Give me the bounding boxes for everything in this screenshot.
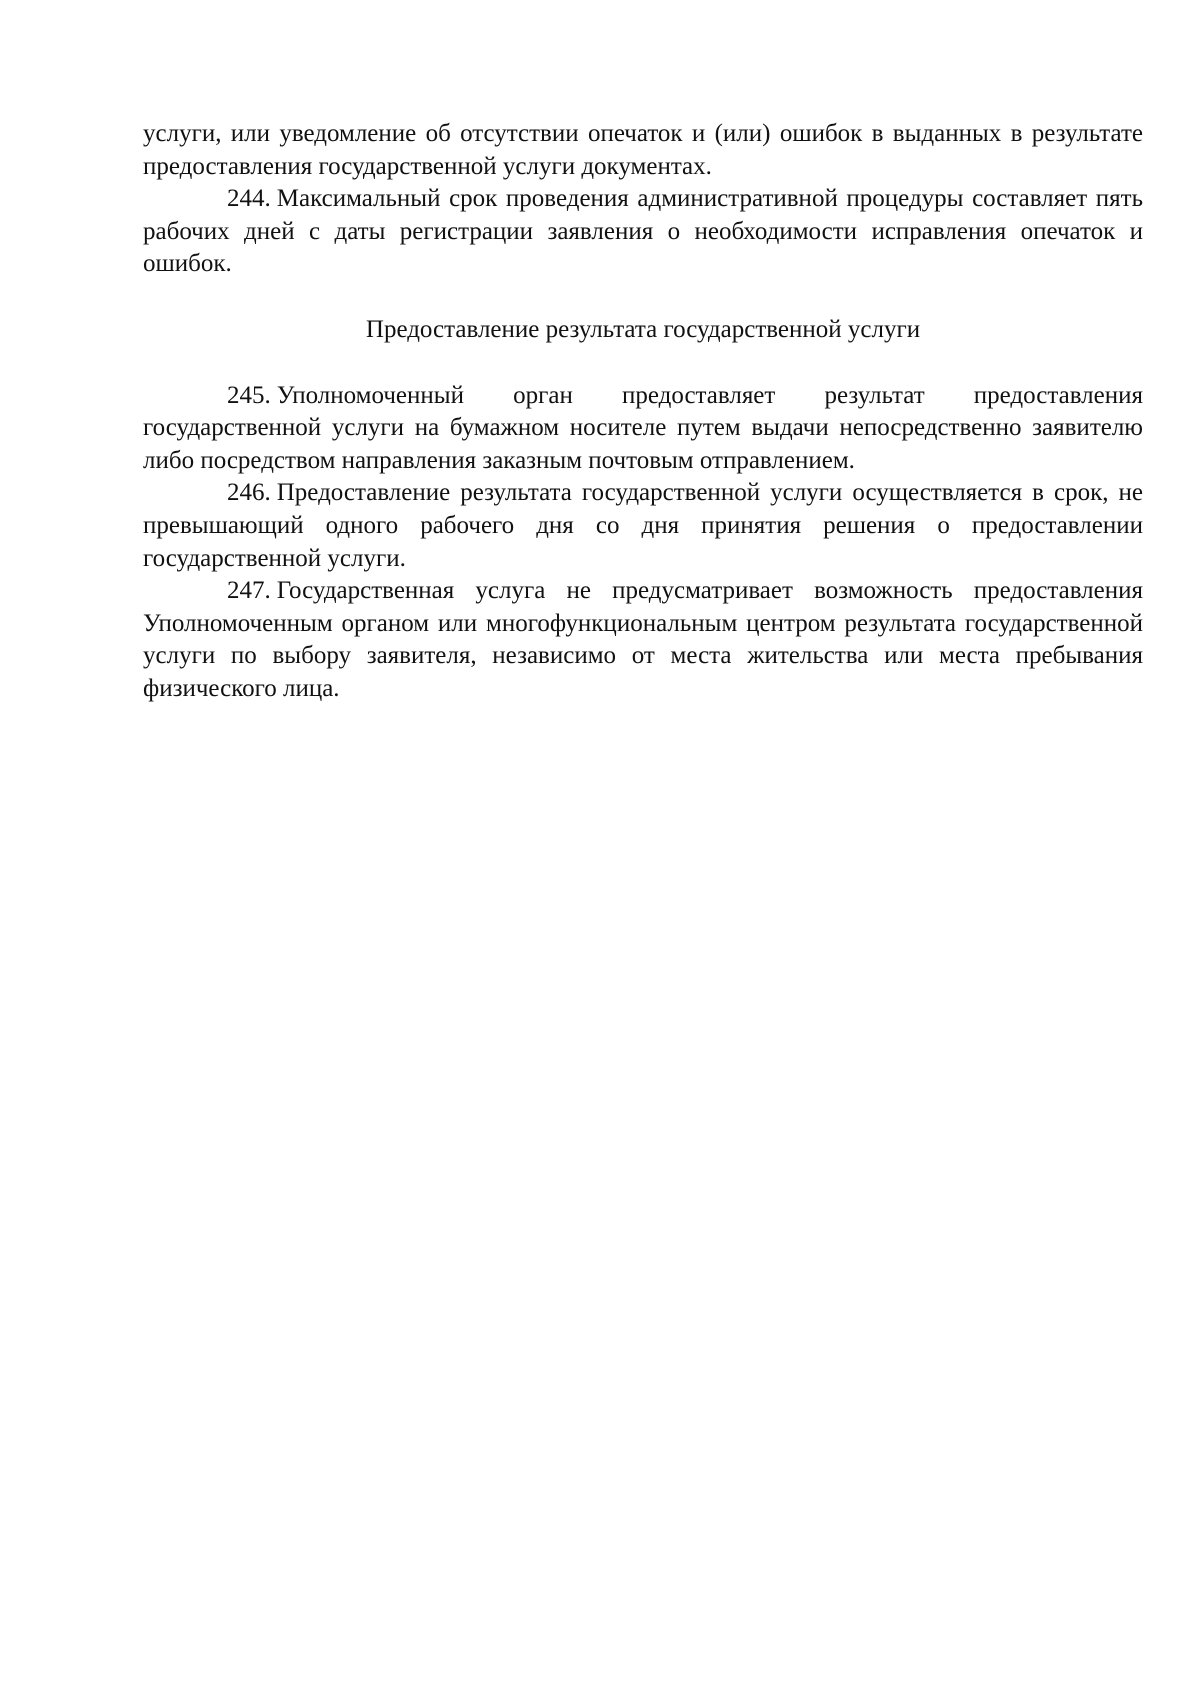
paragraph-247 bbox=[143, 575, 1143, 705]
document-body bbox=[143, 118, 1143, 706]
paragraph-245 bbox=[143, 380, 1143, 478]
paragraph-text: Предоставление результата государственной услуги осуществляется в срок, не превышающий одного рабочего дня со дня принятия решения о предоставлении государственной услуги. bbox=[143, 479, 1143, 572]
paragraph-number: 245. bbox=[227, 381, 271, 409]
paragraph-number: 246. bbox=[227, 479, 271, 507]
paragraph-text: Уполномоченный орган предоставляет результат предоставления государственной услуги на бумажном носителе путем выдачи непосредственно заявителю либо посредством направления заказным почтовым отправлением. bbox=[143, 381, 1143, 474]
paragraph-246 bbox=[143, 477, 1143, 575]
paragraph-number: 247. bbox=[227, 577, 271, 605]
paragraph-244 bbox=[143, 183, 1143, 281]
paragraph-text: Государственная услуга не предусматривает возможность предоставления Уполномоченным органом или многофункциональным центром результата государственной услуги по выбору заявителя, независимо от места жительства или места пребывания физического лица. bbox=[143, 577, 1143, 702]
paragraph-number: 244. bbox=[227, 185, 271, 213]
section-heading: Предоставление результата государственной услуги bbox=[365, 315, 921, 343]
paragraph-text: Максимальный срок проведения административной процедуры составляет пять рабочих дней с даты регистрации заявления о необходимости исправления опечаток и ошибок. bbox=[143, 185, 1143, 278]
continuation-paragraph: услуги, или уведомление об отсутствии опечаток и (или) ошибок в выданных в результате предоставления государственной услуги документах. bbox=[143, 120, 1143, 180]
